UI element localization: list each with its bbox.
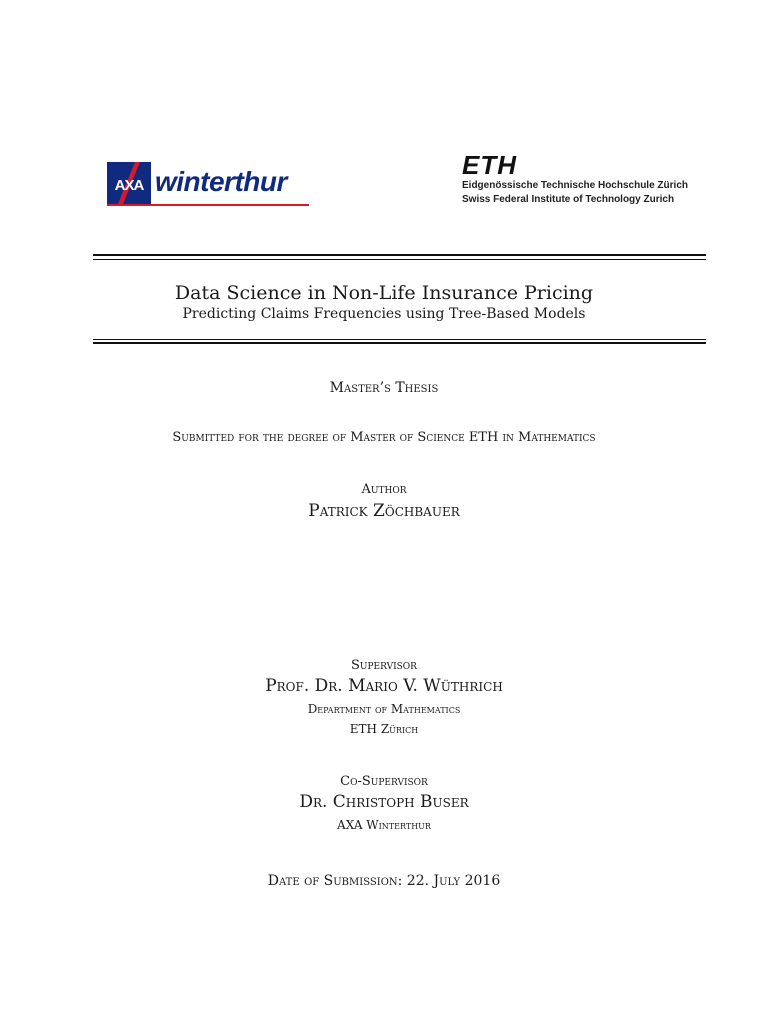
co-supervisor-label: Co-Supervisor: [340, 774, 428, 789]
supervisor-name: Prof. Dr. Mario V. Wüthrich: [265, 676, 503, 696]
eth-wordmark: ETH: [462, 150, 517, 180]
submission-date: Date of Submission: 22. July 2016: [267, 873, 501, 889]
author-label: Author: [361, 482, 407, 497]
axa-box-text: AXA: [114, 177, 144, 194]
supervisor-institution: ETH Zürich: [349, 722, 419, 736]
eth-logo: [462, 150, 702, 210]
axa-logo-box: [107, 162, 151, 204]
winterthur-wordmark: winterthur: [155, 166, 287, 197]
thesis-subtitle: Predicting Claims Frequencies using Tree-Based Models: [182, 306, 586, 322]
title-rule-bottom-thin: [93, 339, 706, 340]
degree-statement: Submitted for the degree of Master of Science ETH in Mathematics: [172, 430, 596, 445]
co-supervisor-organization: AXA Winterthur: [337, 818, 431, 832]
author-name: Patrick Zöchbauer: [308, 501, 460, 521]
co-supervisor-name: Dr. Christoph Buser: [299, 792, 469, 812]
thesis-title: Data Science in Non-Life Insurance Pricing: [174, 282, 594, 304]
supervisor-label: Supervisor: [351, 658, 417, 673]
title-rule-top-thick: [93, 254, 706, 256]
axa-underline: [107, 204, 309, 206]
title-rule-bottom-thick: [93, 342, 706, 344]
supervisor-department: Department of Mathematics: [307, 702, 461, 716]
axa-winterthur-logo: [107, 160, 312, 208]
title-rule-top-thin: [93, 259, 706, 260]
eth-name-german: Eidgenössische Technische Hochschule Zürich: [462, 180, 688, 191]
thesis-type: Master’s Thesis: [329, 380, 439, 396]
eth-name-english: Swiss Federal Institute of Technology Zurich: [462, 194, 675, 205]
